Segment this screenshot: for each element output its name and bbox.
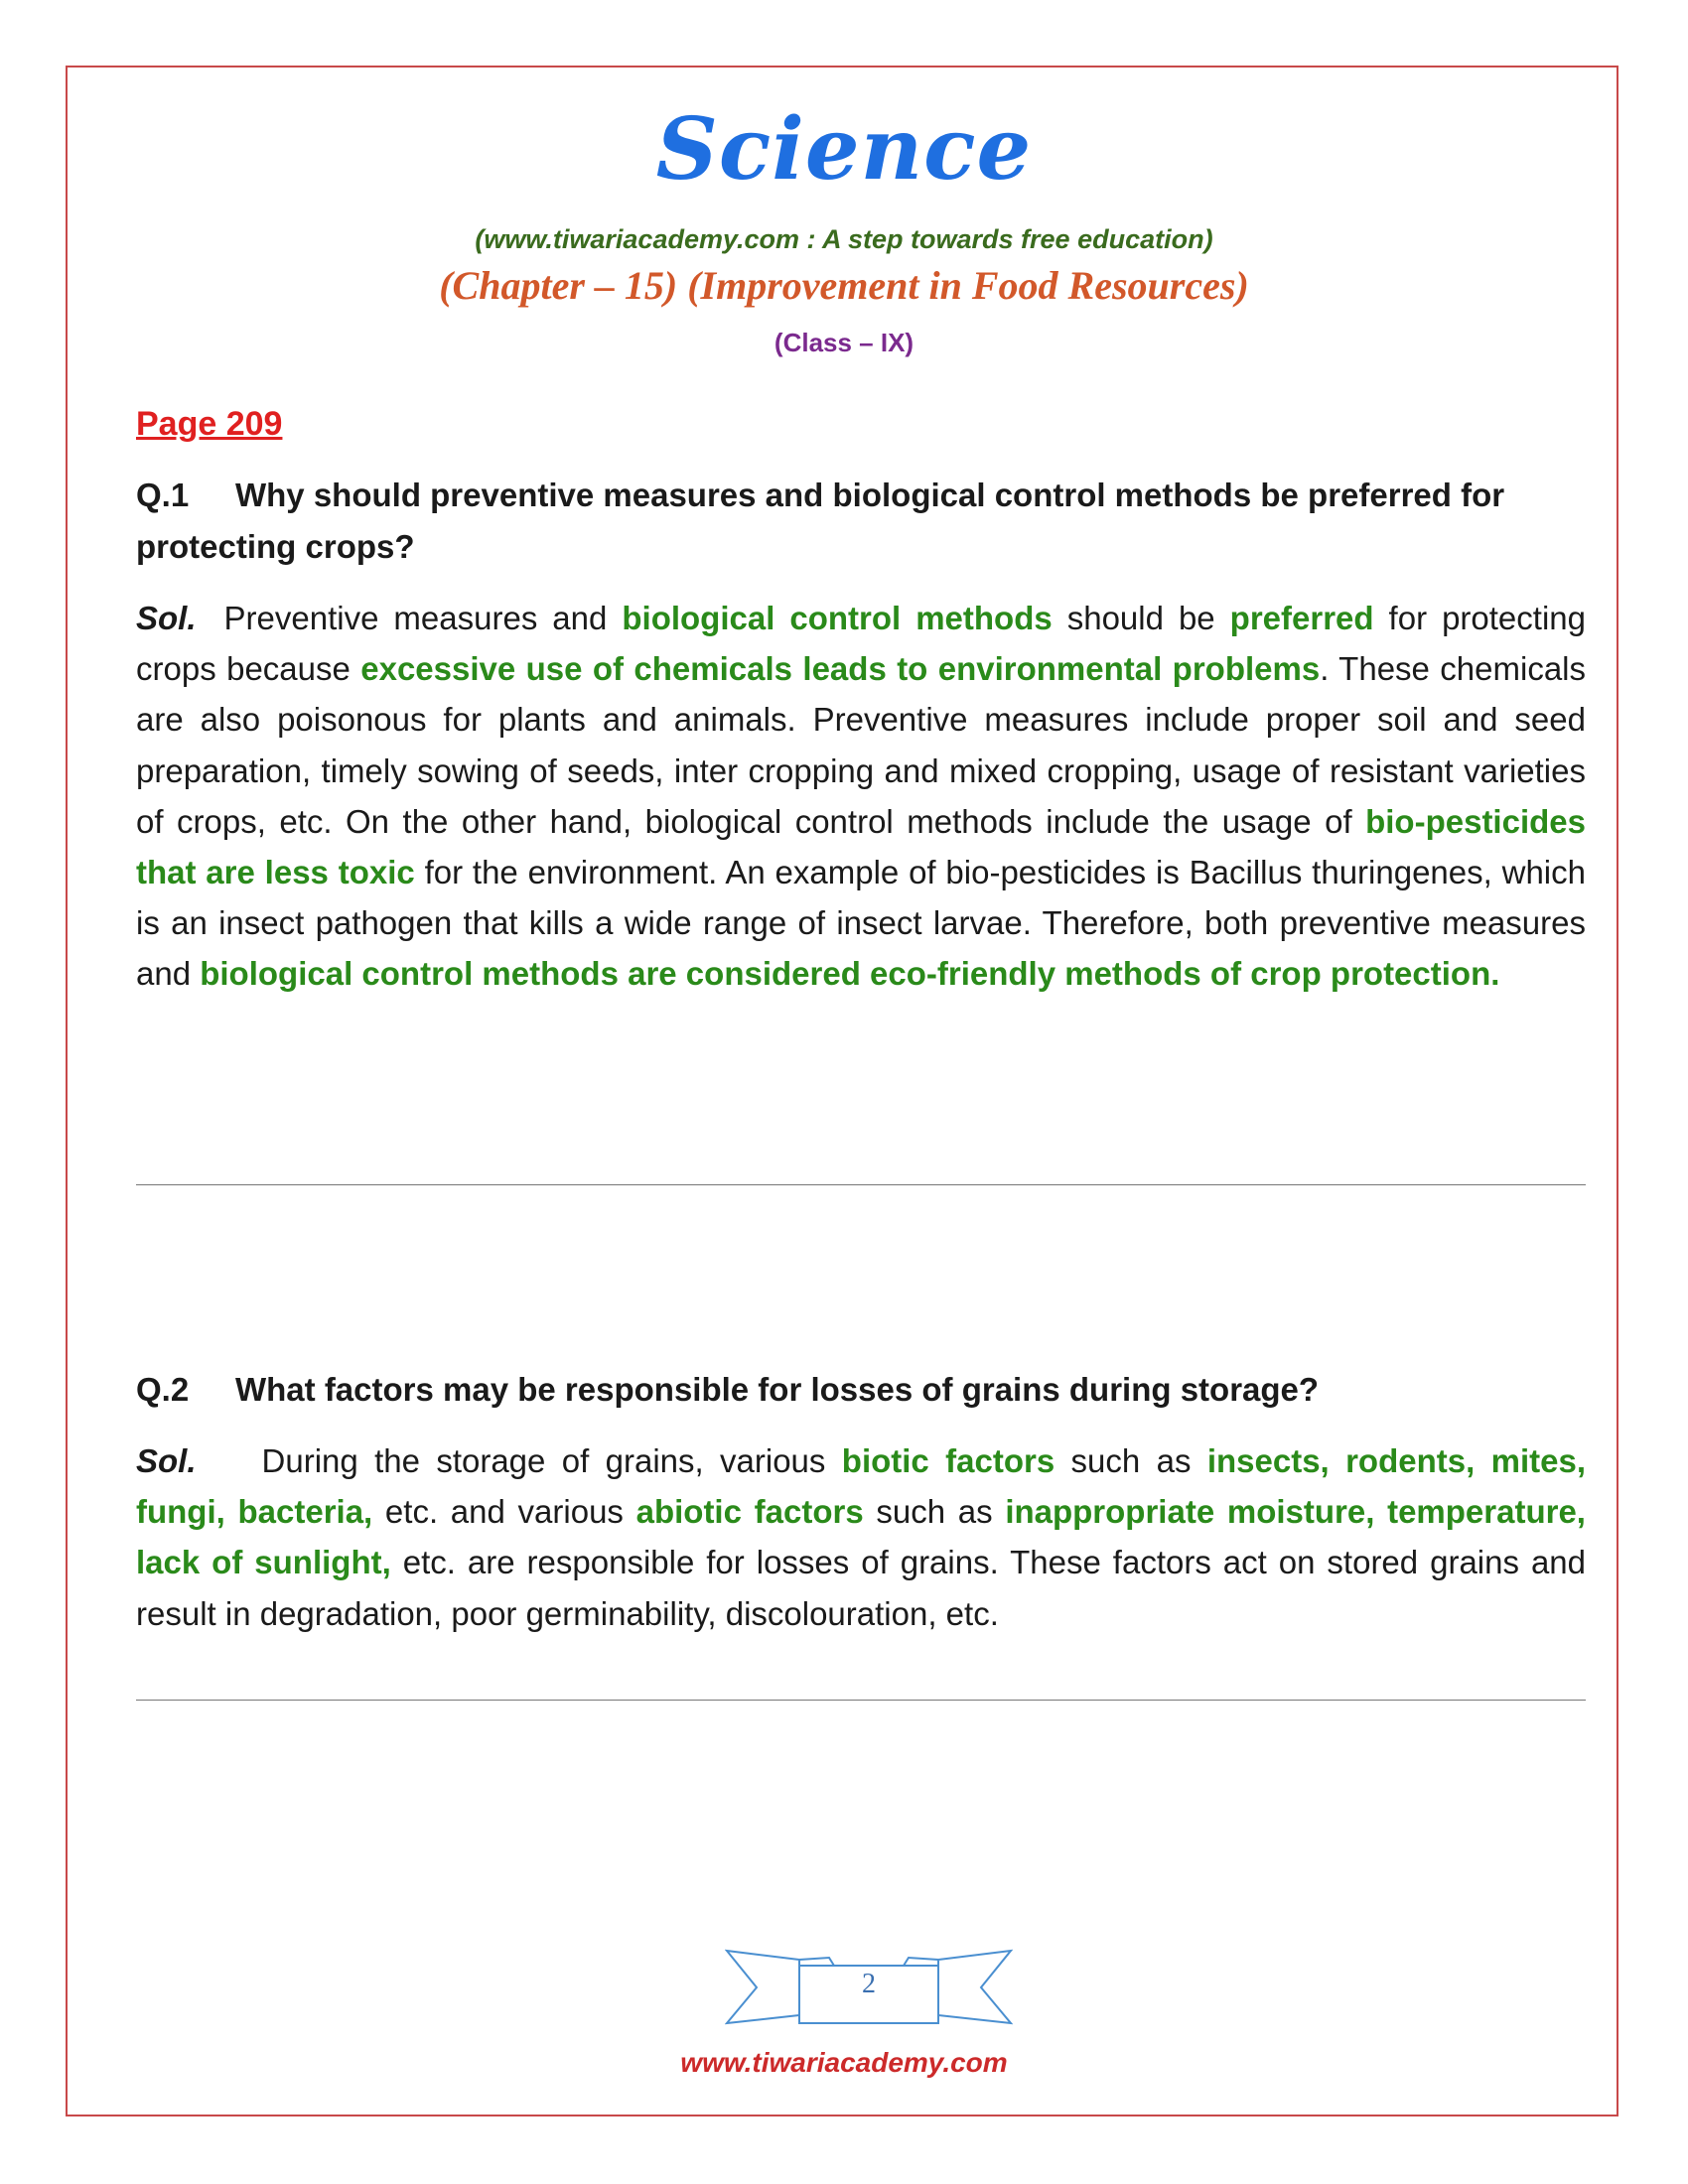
solution-text: etc. are responsible for losses of grains. These factors act on stored grains and result in degradation, poor germinability, discolouration, etc.: [136, 1544, 1586, 1632]
document-subtitle: (www.tiwariacademy.com : A step towards free education): [475, 224, 1213, 254]
document-title: Science: [655, 99, 1033, 200]
solution-2: [136, 1435, 1586, 1639]
chapter-heading: (Chapter – 15) (Improvement in Food Resources): [439, 263, 1249, 308]
question-number: Q.2: [136, 1371, 190, 1408]
solution-text: Preventive measures and: [223, 600, 623, 636]
section-divider: [136, 1184, 1586, 1185]
solution-text: During the storage of grains, various: [261, 1442, 842, 1479]
solution-label: Sol.: [136, 600, 197, 636]
page-border: [66, 66, 1618, 2116]
page-reference: Page 209: [136, 405, 283, 443]
question-2: [136, 1364, 1586, 1416]
solution-text: etc. and various: [372, 1493, 636, 1531]
page-number: 2: [862, 1969, 876, 1999]
solution-text: for protecting crops because: [136, 600, 1586, 688]
highlight-text: biological control methods: [622, 600, 1053, 636]
question-text: Why should preventive measures and biological control methods be preferred for protecting crops?: [136, 477, 1505, 565]
solution-1: [136, 593, 1586, 1000]
solution-text: . These chemicals are also poisonous for plants and animals. Preventive measures include proper soil and seed preparation, timely sowing of seeds, inter cropping and mixed cropping, usage of resistant varieties of crops, etc. On the other hand, biological control methods include the usage of: [136, 650, 1586, 840]
section-divider: [136, 1700, 1586, 1701]
highlight-text: biotic factors: [841, 1442, 1055, 1479]
question-text: What factors may be responsible for losses of grains during storage?: [235, 1371, 1320, 1408]
solution-label: Sol.: [136, 1442, 197, 1479]
highlight-text: bio-pesticides that are less toxic: [136, 802, 1586, 891]
class-label: (Class – IX): [774, 328, 914, 357]
highlight-text: insects, rodents, mites, fungi, bacteria,: [136, 1442, 1586, 1531]
highlight-text: inappropriate moisture, temperature, lack of sunlight,: [136, 1493, 1586, 1581]
highlight-text: preferred: [1229, 600, 1374, 636]
question-1: [136, 470, 1586, 573]
solution-text: should be: [1052, 600, 1230, 636]
highlight-text: abiotic factors: [635, 1493, 864, 1531]
solution-text: such as: [1055, 1442, 1207, 1479]
solution-text: such as: [863, 1493, 1006, 1531]
solution-text: for the environment. An example of bio-pesticides is Bacillus thuringenes, which is an insect pathogen that kills a wide range of insect larvae. Therefore, both preventive measures and: [136, 854, 1586, 993]
highlight-text: excessive use of chemicals leads to environmental problems: [360, 650, 1321, 688]
highlight-text: biological control methods are considered eco-friendly methods of crop protection.: [200, 955, 1500, 993]
footer-website: www.tiwariacademy.com: [680, 2047, 1008, 2078]
question-number: Q.1: [136, 477, 190, 513]
